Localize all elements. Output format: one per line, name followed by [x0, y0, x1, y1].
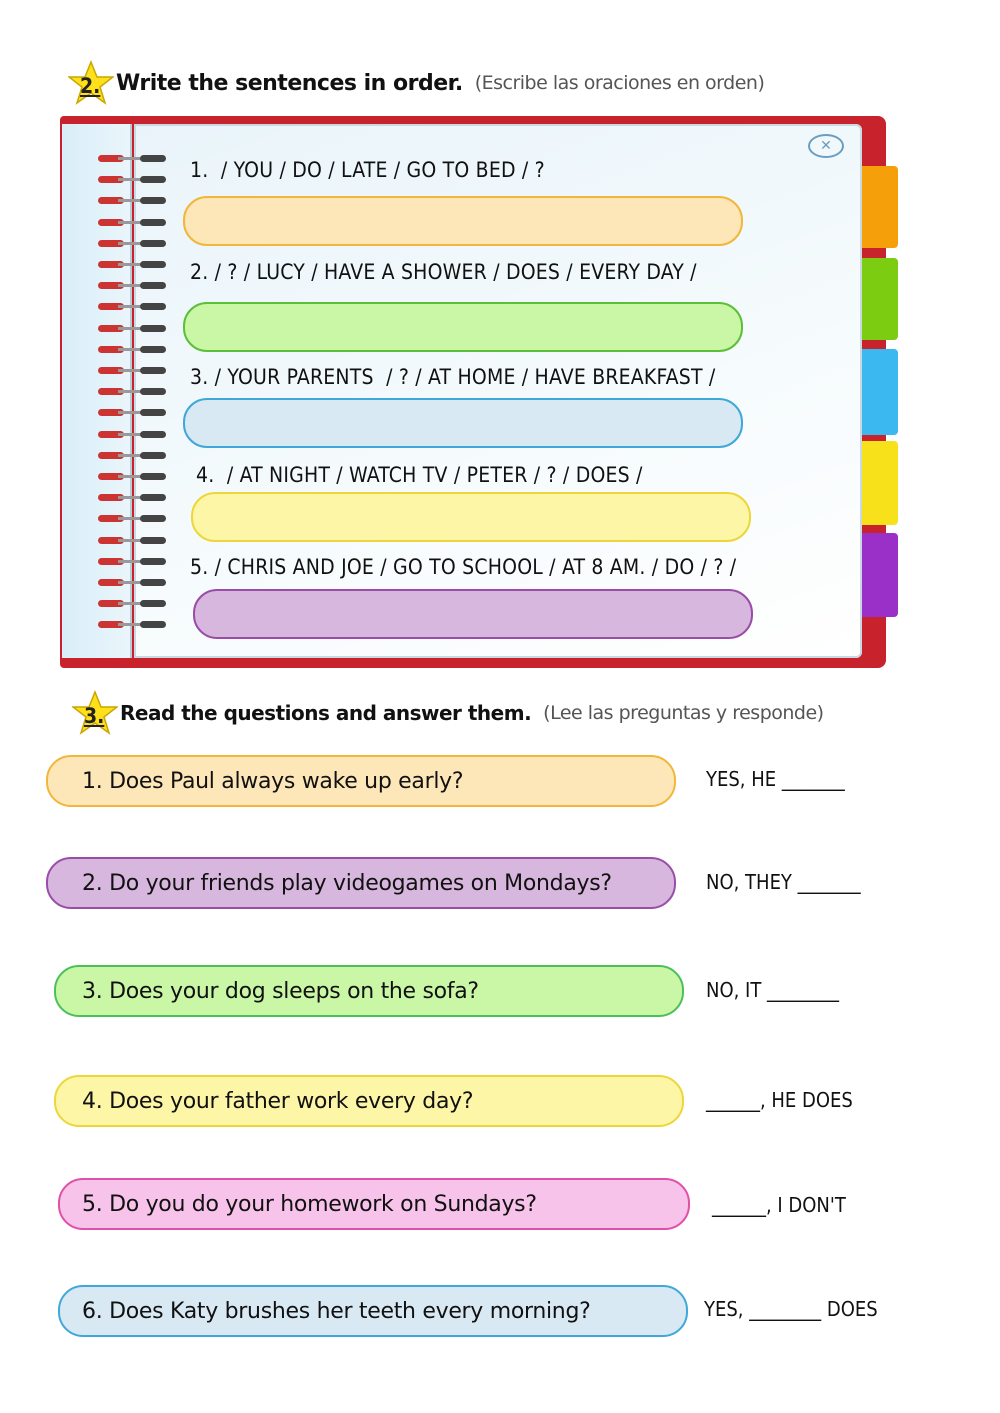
spiral-ring	[98, 472, 168, 482]
notebook-tab	[858, 166, 898, 248]
response-5[interactable]: ______, I DON'T	[712, 1193, 846, 1217]
spiral-ring	[98, 493, 168, 503]
star-icon	[72, 690, 118, 736]
section2-subtitle: (Escribe las oraciones en orden)	[474, 72, 765, 94]
order-prompt-4: 4. / AT NIGHT / WATCH TV / PETER / ? / DOES /	[196, 463, 643, 487]
spiral-ring	[98, 302, 168, 312]
question-2-text: 2. Do your friends play videogames on Mondays?	[82, 870, 612, 896]
spiral-ring	[98, 557, 168, 567]
order-prompt-3: 3. / YOUR PARENTS / ? / AT HOME / HAVE BREAKFAST /	[190, 365, 716, 389]
order-answer-1[interactable]	[183, 196, 743, 246]
notebook-tab	[858, 258, 898, 340]
spiral-ring	[98, 408, 168, 418]
response-3[interactable]: NO, IT ________	[706, 978, 839, 1002]
spiral-ring	[98, 281, 168, 291]
response-1[interactable]: YES, HE _______	[706, 767, 845, 791]
spiral-ring	[98, 599, 168, 609]
order-answer-3[interactable]	[183, 398, 743, 448]
section3-number: 3.	[84, 704, 105, 728]
question-5	[58, 1178, 690, 1230]
order-prompt-2: 2. / ? / LUCY / HAVE A SHOWER / DOES / EVERY DAY /	[190, 260, 697, 284]
spiral-ring	[98, 366, 168, 376]
notebook-tab	[858, 349, 898, 435]
response-2[interactable]: NO, THEY _______	[706, 870, 861, 894]
spiral-ring	[98, 345, 168, 355]
question-6-text: 6. Does Katy brushes her teeth every morning?	[82, 1298, 591, 1324]
spiral-ring	[98, 620, 168, 630]
response-4[interactable]: ______, HE DOES	[706, 1088, 853, 1112]
spiral-ring	[98, 514, 168, 524]
question-4	[54, 1075, 684, 1127]
question-3-text: 3. Does your dog sleeps on the sofa?	[82, 978, 479, 1004]
spiral-ring	[98, 196, 168, 206]
section2-number: 2.	[80, 74, 101, 98]
star-icon	[68, 60, 114, 106]
order-answer-5[interactable]	[193, 589, 753, 639]
spiral-ring	[98, 430, 168, 440]
section3-subtitle: (Lee las preguntas y responde)	[543, 702, 824, 724]
notebook-tab	[858, 533, 898, 617]
spiral-ring	[98, 218, 168, 228]
notebook-tab	[858, 441, 898, 525]
spiral-ring	[98, 324, 168, 334]
question-6	[58, 1285, 688, 1337]
spiral-ring	[98, 175, 168, 185]
order-prompt-1: 1. / YOU / DO / LATE / GO TO BED / ?	[190, 158, 545, 182]
section2-title: Write the sentences in order.	[116, 70, 463, 96]
question-1-text: 1. Does Paul always wake up early?	[82, 768, 464, 794]
order-answer-2[interactable]	[183, 302, 743, 352]
close-icon[interactable]: ✕	[808, 134, 844, 158]
section3-title: Read the questions and answer them.	[120, 701, 532, 725]
spiral-ring	[98, 239, 168, 249]
question-2	[46, 857, 676, 909]
spiral-ring	[98, 260, 168, 270]
spiral-ring	[98, 387, 168, 397]
spiral-ring	[98, 536, 168, 546]
response-6[interactable]: YES, ________ DOES	[704, 1297, 878, 1321]
question-3	[54, 965, 684, 1017]
section3-heading	[72, 690, 824, 736]
order-prompt-5: 5. / CHRIS AND JOE / GO TO SCHOOL / AT 8 AM. / DO / ? /	[190, 555, 737, 579]
order-answer-4[interactable]	[191, 492, 751, 542]
spiral-ring	[98, 451, 168, 461]
spiral-ring	[98, 154, 168, 164]
question-5-text: 5. Do you do your homework on Sundays?	[82, 1191, 537, 1217]
section2-heading	[68, 60, 764, 106]
question-4-text: 4. Does your father work every day?	[82, 1088, 474, 1114]
spiral-ring	[98, 578, 168, 588]
question-1	[46, 755, 676, 807]
